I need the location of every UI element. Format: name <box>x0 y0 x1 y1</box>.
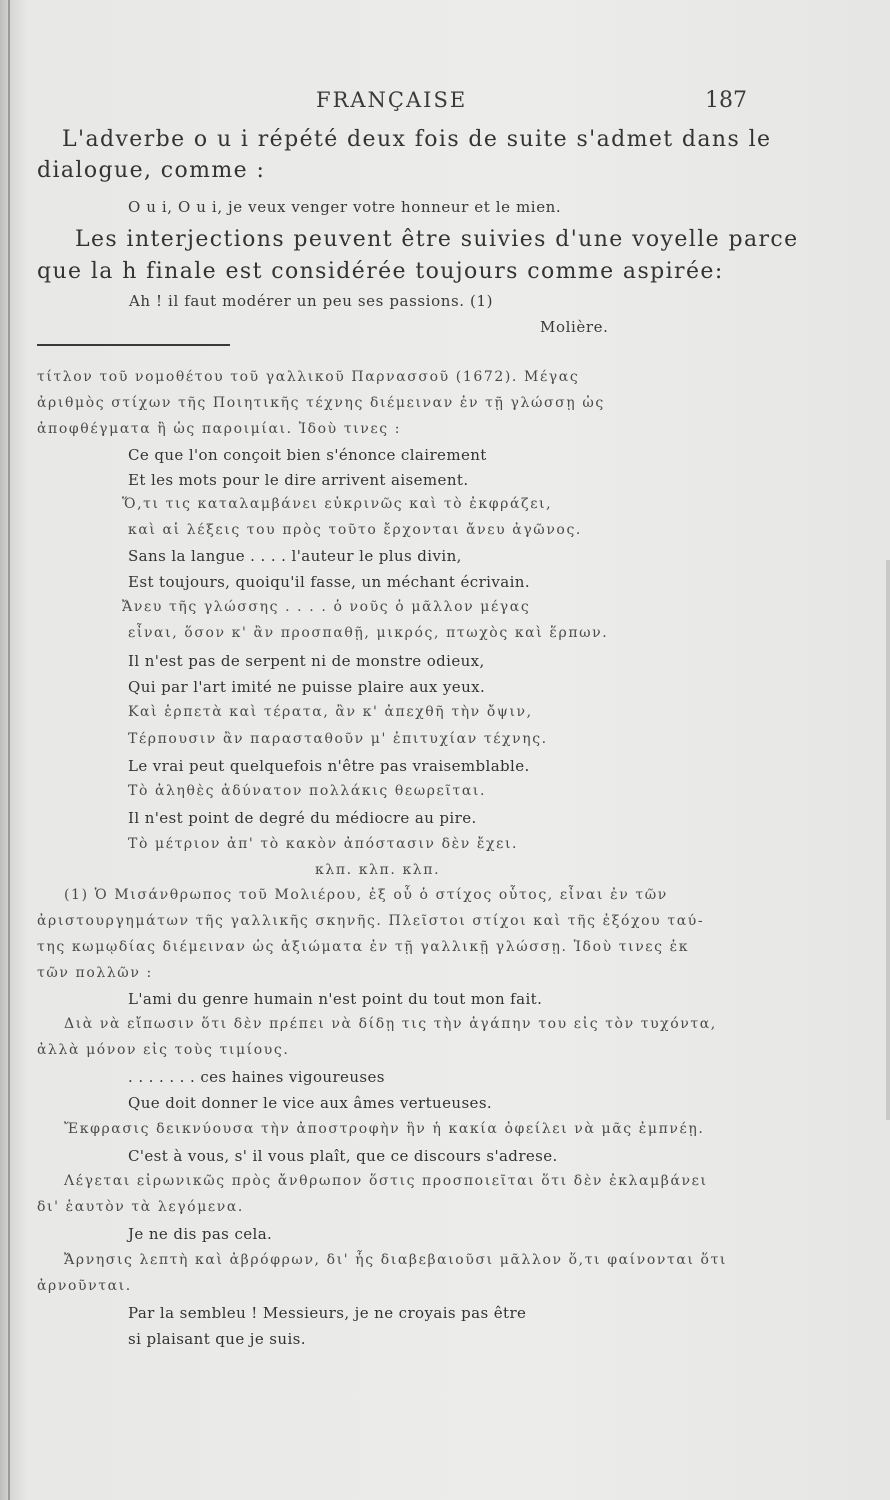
footnote-line: ἀλλὰ μόνον εἰς τοὺς τιμίους. <box>37 1042 290 1058</box>
footnote-line: της κωμῳδίας διέμειναν ὡς ἀξιώματα ἐν τῇ γαλλικῇ γλώσσῃ. Ἰδοὺ τινες ἐκ <box>37 939 690 955</box>
page-number: 187 <box>705 88 747 113</box>
footnote-line: τίτλον τοῦ νομοθέτου τοῦ γαλλικοῦ Παρνασσοῦ (1672). Μέγας <box>37 369 580 385</box>
footnote-line: Ἄρνησις λεπτὴ καὶ ἀβρόφρων, δι' ἧς διαβεβαιοῦσι μᾶλλον ὅ,τι φαίνονται ὅτι <box>64 1252 727 1268</box>
verse-line: Est toujours, quoiqu'il fasse, un méchant écrivain. <box>128 573 530 591</box>
verse-line: L'ami du genre humain n'est point du tout mon fait. <box>128 990 543 1008</box>
verse-line: Ὅ,τι τις καταλαμβάνει εὐκρινῶς καὶ τὸ ἐκφράζει, <box>122 496 553 512</box>
footnote-line: τῶν πολλῶν : <box>37 965 153 981</box>
verse-line: Le vrai peut quelquefois n'être pas vraisemblable. <box>128 757 530 775</box>
footnote-line: ἀρνοῦνται. <box>37 1278 132 1294</box>
verse-line: Il n'est point de degré du médiocre au pire. <box>128 809 477 827</box>
main-line: L'adverbe o u i répété deux fois de suite s'admet dans le <box>62 127 772 152</box>
etc-marker: κλπ. κλπ. κλπ. <box>315 862 441 878</box>
footnote-line: Λέγεται εἰρωνικῶς πρὸς ἄνθρωπον ὅστις προσποιεῖται ὅτι δὲν ἐκλαμβάνει <box>64 1173 708 1189</box>
footnote-line: (1) Ὁ Μισάνθρωπος τοῦ Μολιέρου, ἐξ οὗ ὁ στίχος οὗτος, εἶναι ἐν τῶν <box>64 887 668 903</box>
verse-line: καὶ αἱ λέξεις του πρὸς τοῦτο ἔρχονται ἄνευ ἀγῶνος. <box>128 522 582 538</box>
verse-line: Sans la langue . . . . l'auteur le plus divin, <box>128 547 462 565</box>
verse-line: Τέρπουσιν ἂν παρασταθοῦν μ' ἐπιτυχίαν τέχνης. <box>128 731 548 747</box>
verse-line: C'est à vous, s' il vous plaît, que ce discours s'adrese. <box>128 1147 558 1165</box>
running-title: FRANÇAISE <box>316 88 468 112</box>
verse-line: Que doit donner le vice aux âmes vertueuses. <box>128 1094 493 1112</box>
verse-line: Ce que l'on conçoit bien s'énonce clairement <box>128 446 487 464</box>
example-line: O u i, O u i, je veux venger votre honneur et le mien. <box>128 198 562 216</box>
verse-line: Τὸ ἀληθὲς ἀδύνατον πολλάκις θεωρεῖται. <box>128 783 487 799</box>
verse-line: εἶναι, ὅσον κ' ἂν προσπαθῇ, μικρός, πτωχὸς καὶ ἕρπων. <box>128 625 609 641</box>
footnote-line: δι' ἑαυτὸν τὰ λεγόμενα. <box>37 1199 244 1215</box>
footnote-line: Ἔκφρασις δεικνύουσα τὴν ἀποστροφὴν ἣν ἡ κακία ὀφείλει νὰ μᾶς ἐμπνέῃ. <box>64 1121 705 1137</box>
footnote-line: Διὰ νὰ εἴπωσιν ὅτι δὲν πρέπει νὰ δίδῃ τις τὴν ἀγάπην του εἰς τὸν τυχόντα, <box>64 1016 717 1032</box>
verse-line: Il n'est pas de serpent ni de monstre odieux, <box>128 652 485 670</box>
footnote-line: ἀποφθέγματα ἢ ὡς παροιμίαι. Ἰδοὺ τινες : <box>37 421 402 437</box>
main-line: Les interjections peuvent être suivies d'une voyelle parce <box>75 227 799 252</box>
page-right-edge <box>886 560 890 1120</box>
verse-line: Τὸ μέτριον ἀπ' τὸ κακὸν ἀπόστασιν δὲν ἔχει. <box>128 836 519 852</box>
footnote-line: ἀριστουργημάτων τῆς γαλλικῆς σκηνῆς. Πλεῖστοι στίχοι καὶ τῆς ἐξόχου ταύ- <box>37 913 705 929</box>
main-line: que la h finale est considérée toujours comme aspirée: <box>37 259 724 284</box>
attribution: Molière. <box>540 318 609 336</box>
verse-line: Καὶ ἑρπετὰ καὶ τέρατα, ἂν κ' ἀπεχθῆ τὴν ὄψιν, <box>128 704 533 720</box>
page-header <box>0 88 890 122</box>
verse-line: Qui par l'art imité ne puisse plaire aux yeux. <box>128 678 486 696</box>
footnote-line: ἀριθμὸς στίχων τῆς Ποιητικῆς τέχνης διέμειναν ἐν τῇ γλώσσῃ ὡς <box>37 395 605 411</box>
verse-line: Je ne dis pas cela. <box>128 1225 273 1243</box>
verse-line: . . . . . . . ces haines vigoureuses <box>128 1068 385 1086</box>
example-line: Ah ! il faut modérer un peu ses passions. (1) <box>129 292 494 310</box>
footnote-rule <box>37 344 230 346</box>
page-gutter-edge <box>8 0 10 1500</box>
verse-line: Par la sembleu ! Messieurs, je ne croyais pas être <box>128 1304 527 1322</box>
main-line: dialogue, comme : <box>37 158 266 183</box>
verse-line: Et les mots pour le dire arrivent aisement. <box>128 471 469 489</box>
verse-line: si plaisant que je suis. <box>128 1330 306 1348</box>
verse-line: Ἄνευ τῆς γλώσσης . . . . ὁ νοῦς ὁ μᾶλλον μέγας <box>122 599 531 615</box>
